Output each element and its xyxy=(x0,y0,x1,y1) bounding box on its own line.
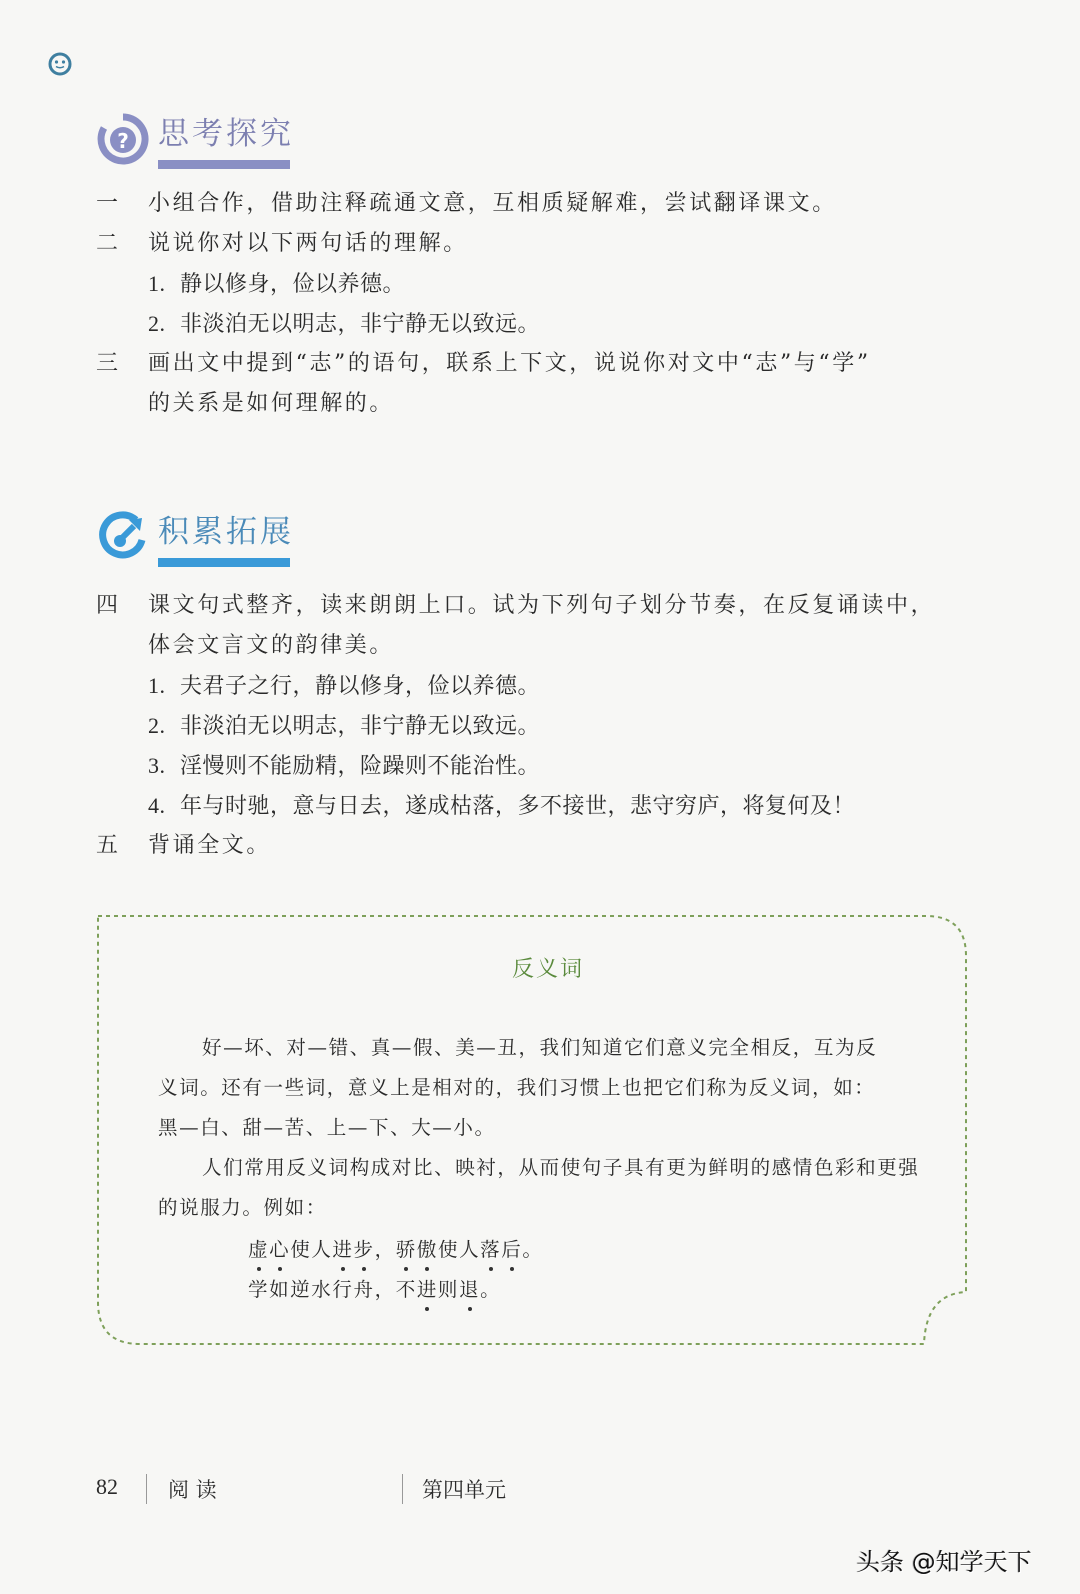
question-item-4-cont: 体会文言文的韵律美。 xyxy=(148,633,395,658)
question-item-2: 二 说说你对以下两句话的理解。 xyxy=(96,231,468,256)
emphasized-char: 傲 xyxy=(416,1238,438,1261)
box-paragraph-line: 的说服力。例如： xyxy=(158,1196,327,1219)
box-paragraph-line: 黑—白、甜—苦、上—下、大—小。 xyxy=(158,1116,496,1139)
sub-item: 2. 非淡泊无以明志，非宁静无以致远。 xyxy=(148,713,541,738)
emphasized-char: 进 xyxy=(416,1278,438,1301)
example-sentence-1: 虚心使人进步，骄傲使人落后。 xyxy=(248,1238,544,1261)
section-title-accumulate: 积累拓展 xyxy=(158,514,294,550)
example-sentence-2: 学如逆水行舟，不进则退。 xyxy=(248,1278,502,1301)
box-paragraph-line: 人们常用反义词构成对比、映衬，从而使句子具有更为鲜明的感情色彩和更强 xyxy=(202,1156,920,1179)
emphasized-char: 骄 xyxy=(395,1238,417,1261)
question-item-5: 五 背诵全文。 xyxy=(96,833,272,858)
question-item-3: 三 画出文中提到“志”的语句，联系上下文，说说你对文中“志”与“学” xyxy=(96,351,871,376)
emphasized-char: 后 xyxy=(501,1238,523,1261)
emphasized-char: 心 xyxy=(269,1238,291,1261)
sub-item: 4. 年与时驰，意与日去，遂成枯落，多不接世，悲守穷庐，将复何及！ xyxy=(148,793,856,818)
knowledge-box-title: 反义词 xyxy=(511,957,584,982)
title-underline xyxy=(158,558,290,567)
sub-item: 1. 夫君子之行，静以修身，俭以养德。 xyxy=(148,673,541,698)
footer-divider xyxy=(146,1474,147,1504)
footer-unit: 第四单元 xyxy=(422,1478,506,1502)
section-header-accumulate xyxy=(96,510,294,567)
svg-text:?: ? xyxy=(117,129,129,153)
emphasized-char: 进 xyxy=(332,1238,354,1261)
emphasized-char: 退 xyxy=(459,1278,481,1301)
box-paragraph-line: 好—坏、对—错、真—假、美—丑，我们知道它们意义完全相反，互为反 xyxy=(202,1036,878,1059)
box-paragraph-line: 义词。还有一些词，意义上是相对的，我们习惯上也把它们称为反义词，如： xyxy=(158,1076,876,1099)
question-circle-icon xyxy=(96,112,150,166)
sub-item: 2. 非淡泊无以明志，非宁静无以致远。 xyxy=(148,311,541,336)
section-title-think: 思考探究 xyxy=(158,116,294,152)
smiley-face-icon xyxy=(48,52,72,76)
question-item-1: 一 小组合作，借助注释疏通文意，互相质疑解难，尝试翻译课文。 xyxy=(96,191,837,216)
page-number: 82 xyxy=(96,1474,118,1499)
title-underline xyxy=(158,160,290,169)
watermark: 头条 @知学天下 xyxy=(856,1548,1032,1576)
question-item-3-cont: 的关系是如何理解的。 xyxy=(148,391,395,416)
question-item-4: 四 课文句式整齐，读来朗朗上口。试为下列句子划分节奏，在反复诵读中， xyxy=(96,593,936,618)
emphasized-char: 步 xyxy=(353,1238,375,1261)
circular-arrow-icon xyxy=(96,510,150,564)
sub-item: 1. 静以修身，俭以养德。 xyxy=(148,271,406,296)
sub-item: 3. 淫慢则不能励精，险躁则不能治性。 xyxy=(148,753,541,778)
emphasized-char: 虚 xyxy=(248,1238,270,1261)
section-header-think xyxy=(96,112,294,169)
footer-section: 阅 读 xyxy=(168,1478,217,1502)
emphasized-char: 落 xyxy=(480,1238,502,1261)
footer-divider xyxy=(402,1474,403,1504)
